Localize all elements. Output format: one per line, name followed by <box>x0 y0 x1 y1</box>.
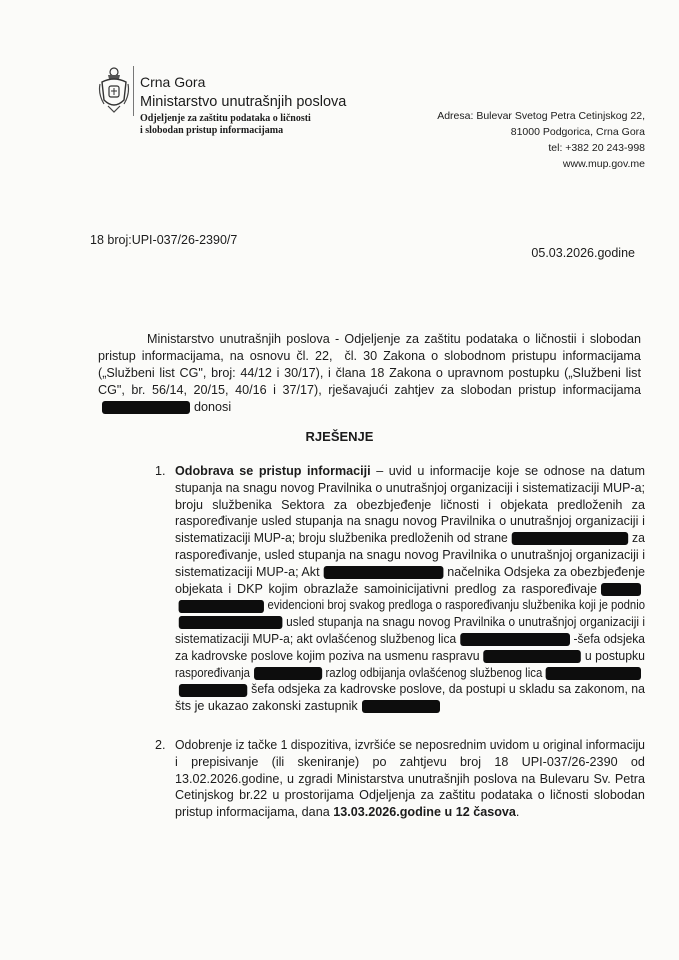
redaction-box <box>102 401 190 414</box>
text-segment: šts je ukazao zakonski zastupnik <box>175 699 358 714</box>
text-line <box>175 754 645 770</box>
text-segment: usled stupanja na snagu novog Pravilnika o unutrašnjoj organizaciji i <box>286 615 645 630</box>
header-divider <box>133 66 134 116</box>
text-line <box>175 530 645 546</box>
text-segment: Odobrenje iz tačke 1 dispozitiva, izvršiće se neposrednim uvidom u original informaciju <box>175 738 645 752</box>
text-segment: („Službeni list CG", broj: 44/12 i 30/17), i člana 18 Zakona o upravnom postupku („Službeni list <box>98 366 641 380</box>
text-line <box>175 581 645 597</box>
text-segment: Ministarstvo unutrašnjih poslova - Odjeljenje za zaštitu podataka o ličnostii i slobodan <box>147 332 641 346</box>
text-segment: donosi <box>194 400 232 414</box>
header-ministry: Ministarstvo unutrašnjih poslova <box>140 94 347 110</box>
text-segment: i prepisivanje (ili skeniranje) po zahtjevu broj 18 UPI-037/26-2390 od <box>175 754 645 769</box>
text-line <box>175 564 645 580</box>
redaction-box <box>601 583 641 596</box>
phone: tel: +382 20 243-998 <box>548 142 645 154</box>
redaction-box <box>179 684 247 697</box>
text-segment: objekata i DKP kojim obrazlaže samoinicijativni predlog za raspoređivaje <box>175 581 597 596</box>
text-line <box>98 382 641 398</box>
header-department: Odjeljenje za zaštitu podataka o ličnosti <box>140 113 311 124</box>
text-line <box>175 648 645 664</box>
text-line <box>175 480 645 496</box>
text-segment: za <box>632 531 645 546</box>
text-segment: načelnika Odsjeka za obezbjeđenje <box>447 564 646 579</box>
text-segment: pristup informacijama, na osnovu čl. 22, čl. 30 Zakona o slobodnom pristupu informacijama <box>98 349 641 363</box>
text-segment: broju službenika Sektora za obezbjeđenje ličnosti i objekata predloženih za <box>175 497 645 512</box>
text-line <box>175 463 645 479</box>
redaction-box <box>460 633 570 646</box>
text-segment: u postupku <box>584 648 646 663</box>
redaction-box <box>179 600 264 613</box>
text-segment: evidencioni broj svakog predloga o raspoređivanju službenika koji je podnio <box>267 598 646 613</box>
text-segment: . <box>515 805 520 820</box>
redaction-box <box>546 667 641 680</box>
text-line <box>175 698 444 714</box>
redaction-box <box>324 566 444 579</box>
redaction-box <box>362 700 440 713</box>
address-line-2: 81000 Podgorica, Crna Gora <box>510 126 645 138</box>
text-line <box>147 331 641 347</box>
text-segment: pristup informacijama, dana <box>175 805 334 820</box>
text-segment: -šefa odsjeka <box>573 632 645 646</box>
text-segment: sistematizaciji MUP-a; akt ovlašćenog službenog lica <box>175 632 457 646</box>
text-segment: razlog odbijanja ovlašćenog službenog lica <box>325 665 543 680</box>
redaction-box <box>254 667 322 680</box>
text-segment: raspoređivanja <box>175 665 251 680</box>
document-date: 05.03.2026.godine <box>531 246 635 260</box>
text-segment: 13.02.2026.godine, u zgradi Ministarstva unutrašnjih poslova na Bulevaru Sv. Petra <box>175 771 645 786</box>
redaction-box <box>179 616 283 629</box>
text-segment: raspoređivanje usled stupanja na snagu novog Pravilnika o unutrašnjoj organizaciji i <box>175 514 645 529</box>
text-line <box>175 737 645 753</box>
text-line <box>175 497 645 513</box>
text-line <box>175 681 645 697</box>
header-department-2: i slobodan pristup informacijama <box>140 125 284 136</box>
item-number: 1. <box>155 464 166 478</box>
text-line <box>175 614 645 630</box>
reference-number: 18 broj:UPI-037/26-2390/7 <box>90 233 238 247</box>
header-country: Crna Gora <box>140 74 206 90</box>
coat-of-arms-icon <box>98 66 130 114</box>
redaction-box <box>512 532 628 545</box>
text-line <box>98 348 641 364</box>
text-segment: – uvid u informacije koje se odnose na datum <box>370 464 645 478</box>
text-segment: sistematizaciji MUP-a; broju službenika predloženih od strane <box>175 531 508 546</box>
bold-text: Odobrava se pristup informaciji <box>175 464 371 478</box>
text-line <box>175 787 645 803</box>
text-segment: sistematizaciji MUP-a; Akt <box>175 564 320 579</box>
text-segment: CG", br. 56/14, 20/15, 40/16 i 37/17), rješavajući zahtjev za slobodan pristup informacijama <box>98 383 641 397</box>
text-line <box>175 804 519 820</box>
website: www.mup.gov.me <box>562 158 645 170</box>
text-segment: šefa odsjeka za kadrovske poslove, da postupi u skladu sa zakonom, na <box>251 682 645 697</box>
text-line <box>175 597 645 613</box>
address-line-1: Adresa: Bulevar Svetog Petra Cetinjskog 22, <box>437 110 645 122</box>
text-line <box>175 631 645 647</box>
text-line <box>175 547 645 563</box>
text-segment: stupanja na snagu novog Pravilnika o unutrašnjoj organizaciji i sistematizaciji MUP-a; <box>175 480 646 495</box>
text-segment: raspoređivanje, usled stupanja na snagu novog Pravilnika o unutrašnjoj organizaciji i <box>175 548 645 562</box>
decision-title: RJEŠENJE <box>305 429 374 444</box>
text-segment: Cetinjskog br.22 u prostorijama Odjeljenja za zaštitu podataka o ličnosti slobodan <box>175 788 645 803</box>
text-line <box>98 399 231 415</box>
text-line <box>98 365 641 381</box>
text-line <box>175 665 645 681</box>
item-number: 2. <box>155 738 166 752</box>
text-line <box>175 513 645 529</box>
bold-text: 13.03.2026.godine u 12 časova <box>333 805 516 820</box>
redaction-box <box>483 650 581 663</box>
text-line <box>175 771 645 787</box>
text-segment: za kadrovske poslove kojim poziva na usmenu raspravu <box>175 648 480 663</box>
